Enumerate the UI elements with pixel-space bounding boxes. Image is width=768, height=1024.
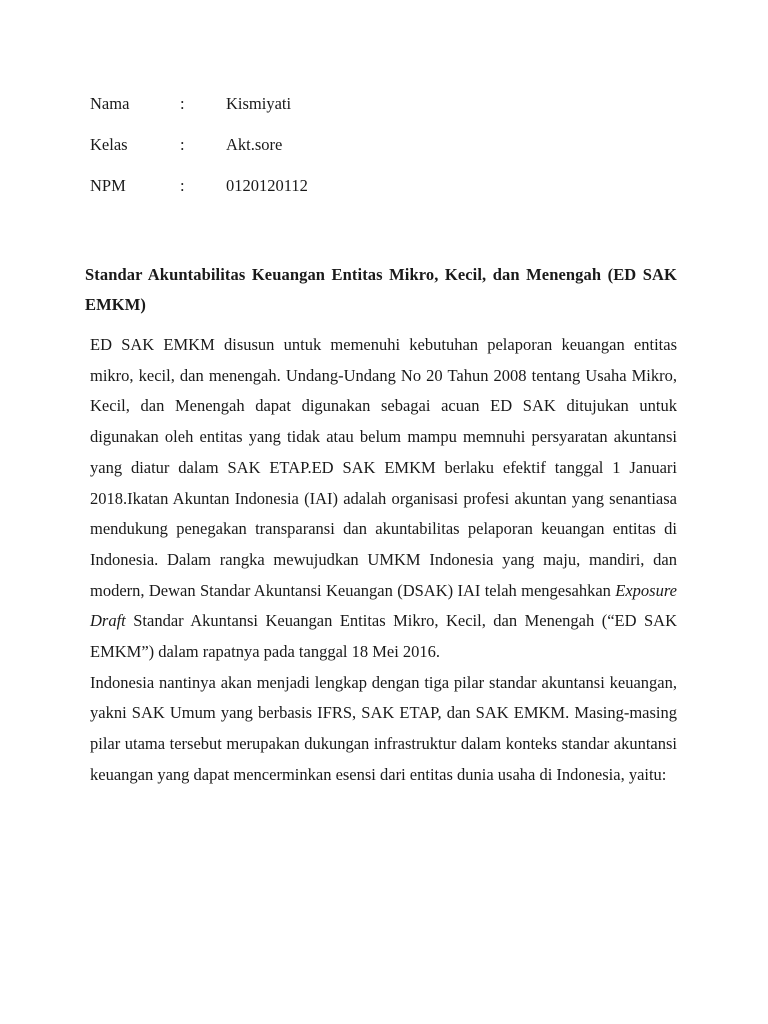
name-colon: : (180, 94, 185, 113)
paragraph-1-text-end: Standar Akuntansi Keuangan Entitas Mikro, Kecil, dan Menengah (“ED SAK EMKM”) dalam rapatnya pada tanggal 18 Mei 2016. (90, 611, 677, 662)
npm-label: NPM (90, 176, 126, 195)
paragraph-2: Indonesia nantinya akan menjadi lengkap dengan tiga pilar standar akuntansi keuangan, yakni SAK Umum yang berbasis IFRS, SAK ETAP, dan SAK EMKM. Masing-masing pilar utama tersebut merupakan dukungan infrastruktur dalam konteks standar akuntansi keuangan yang dapat mencerminkan esensi dari entitas dunia usaha di Indonesia, yaitu: (90, 672, 677, 784)
paragraph-1 (90, 330, 677, 668)
class-colon: : (180, 135, 185, 154)
name-label: Nama (90, 94, 130, 113)
document-title: Standar Akuntabilitas Keuangan Entitas Mikro, Kecil, dan Menengah (ED SAK EMKM) (85, 265, 677, 314)
paragraph-1-italic-term: Exposure Draft (90, 580, 677, 631)
document-body (90, 330, 677, 791)
paragraph-1-text-start: ED SAK EMKM disusun untuk memenuhi kebutuhan pelaporan keuangan entitas mikro, kecil, dan menengah. Undang-Undang No 20 Tahun 2008 tentang Usaha Mikro, Kecil, dan Menengah dapat digunakan sebagai acuan ED SAK ditujukan untuk digunakan oleh entitas yang tidak atau belum mampu memnuhi persyaratan akuntansi yang diatur dalam SAK ETAP.ED SAK EMKM berlaku efektif tanggal 1 Januari 2018.Ikatan Akuntan Indonesia (IAI) adalah organisasi profesi akuntan yang senantiasa mendukung penegakan transparansi dan akuntabilitas pelaporan keuangan entitas di Indonesia. Dalam rangka mewujudkan UMKM Indonesia yang maju, mandiri, dan modern, Dewan Standar Akuntansi Keuangan (DSAK) IAI telah mengesahkan (90, 335, 677, 600)
class-value: Akt.sore (226, 135, 283, 154)
npm-value: 0120120112 (226, 176, 308, 195)
class-label: Kelas (90, 135, 128, 154)
name-value: Kismiyati (226, 94, 292, 113)
npm-colon: : (180, 176, 185, 195)
